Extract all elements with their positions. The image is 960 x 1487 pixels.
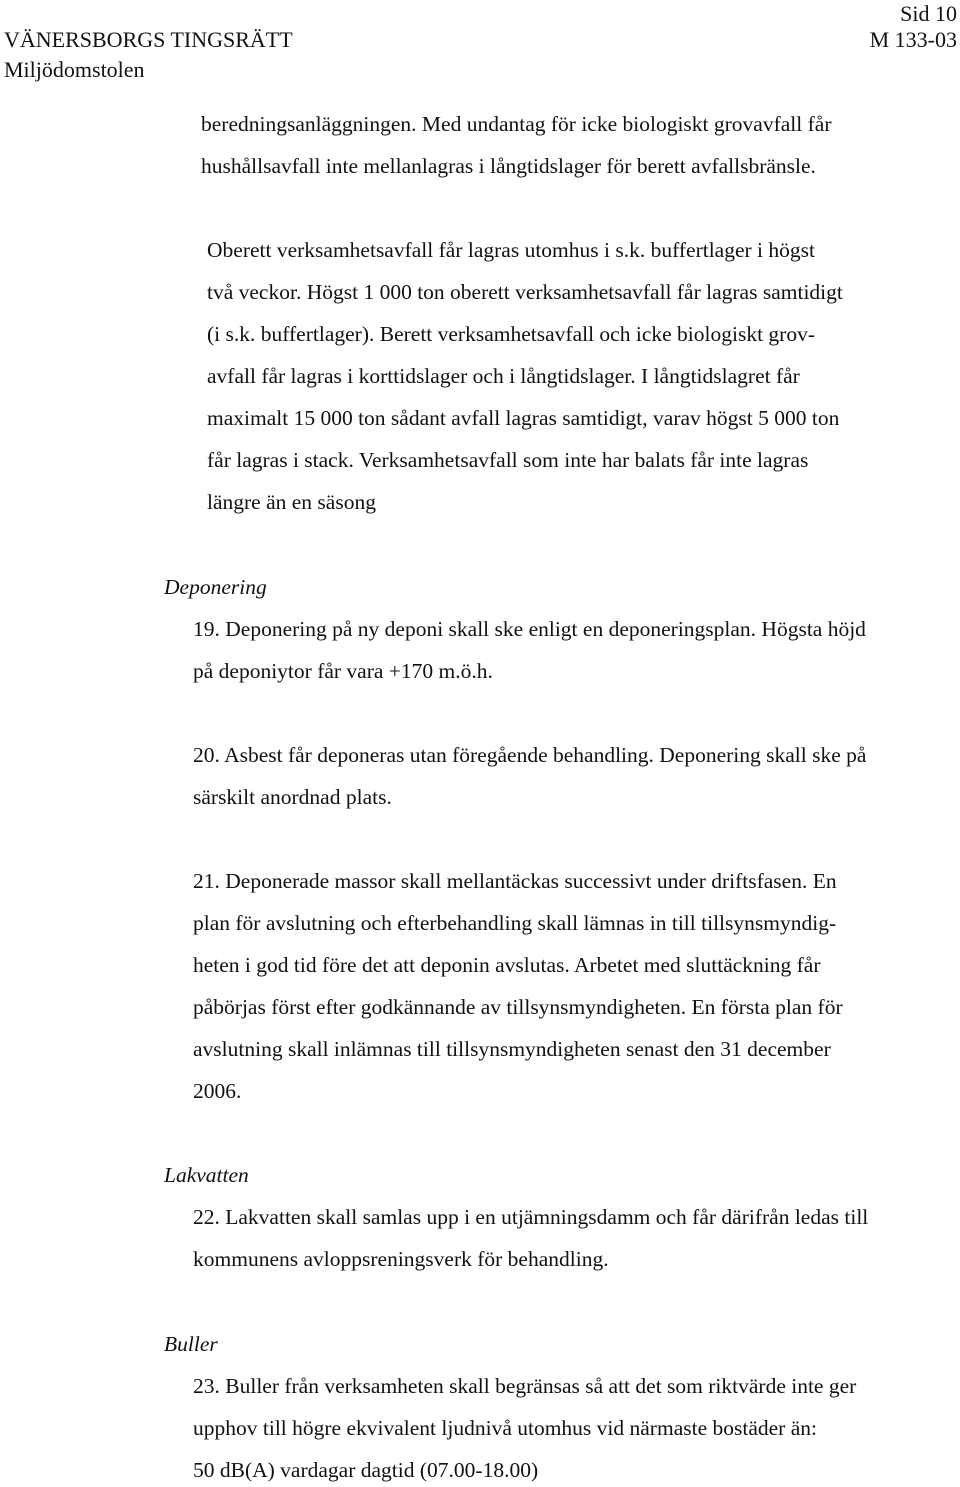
case-number: M 133-03 xyxy=(869,27,957,52)
text-line: 20. Asbest får deponeras utan föregående behandling. Deponering skall ske på xyxy=(193,743,867,767)
text-line: 23. Buller från verksamheten skall begränsas så att det som riktvärde inte ger xyxy=(193,1374,857,1398)
section-heading-deponering: Deponering xyxy=(164,575,267,599)
department-name: Miljödomstolen xyxy=(4,57,145,82)
text-line: 22. Lakvatten skall samlas upp i en utjämningsdamm och får därifrån ledas till xyxy=(193,1205,869,1229)
text-line: 21. Deponerade massor skall mellantäckas successivt under driftsfasen. En xyxy=(193,869,837,893)
text-line: (i s.k. buffertlager). Berett verksamhetsavfall och icke biologiskt grov- xyxy=(207,322,815,346)
page-number: Sid 10 xyxy=(900,1,957,26)
text-line: 19. Deponering på ny deponi skall ske enligt en deponeringsplan. Högsta höjd xyxy=(193,617,866,641)
text-line: Oberett verksamhetsavfall får lagras utomhus i s.k. buffertlager i högst xyxy=(207,238,815,262)
text-line: 2006. xyxy=(193,1079,242,1103)
section-heading-buller: Buller xyxy=(164,1332,218,1356)
text-line: hushållsavfall inte mellanlagras i långtidslager för berett avfallsbränsle. xyxy=(201,154,816,178)
text-line: längre än en säsong xyxy=(207,490,376,514)
text-line: särskilt anordnad plats. xyxy=(193,785,392,809)
text-line: två veckor. Högst 1 000 ton oberett verksamhetsavfall får lagras samtidigt xyxy=(207,280,843,304)
text-line: 50 dB(A) vardagar dagtid (07.00-18.00) xyxy=(193,1458,539,1482)
text-line: på deponiytor får vara +170 m.ö.h. xyxy=(193,659,493,683)
section-heading-lakvatten: Lakvatten xyxy=(164,1163,249,1187)
text-line: avslutning skall inlämnas till tillsynsmyndigheten senast den 31 december xyxy=(193,1037,831,1061)
court-name: VÄNERSBORGS TINGSRÄTT xyxy=(4,27,293,52)
text-line: beredningsanläggningen. Med undantag för icke biologiskt grovavfall får xyxy=(201,112,832,136)
text-line: maximalt 15 000 ton sådant avfall lagras samtidigt, varav högst 5 000 ton xyxy=(207,406,840,430)
text-line: heten i god tid före det att deponin avslutas. Arbetet med sluttäckning får xyxy=(193,953,821,977)
text-line: kommunens avloppsreningsverk för behandling. xyxy=(193,1247,609,1271)
text-line: påbörjas först efter godkännande av tillsynsmyndigheten. En första plan för xyxy=(193,995,843,1019)
text-line: plan för avslutning och efterbehandling skall lämnas in till tillsynsmyndig- xyxy=(193,911,837,935)
text-line: avfall får lagras i korttidslager och i långtidslager. I långtidslagret får xyxy=(207,364,800,388)
text-line: upphov till högre ekvivalent ljudnivå utomhus vid närmaste bostäder än: xyxy=(193,1416,817,1440)
text-line: får lagras i stack. Verksamhetsavfall som inte har balats får inte lagras xyxy=(207,448,809,472)
